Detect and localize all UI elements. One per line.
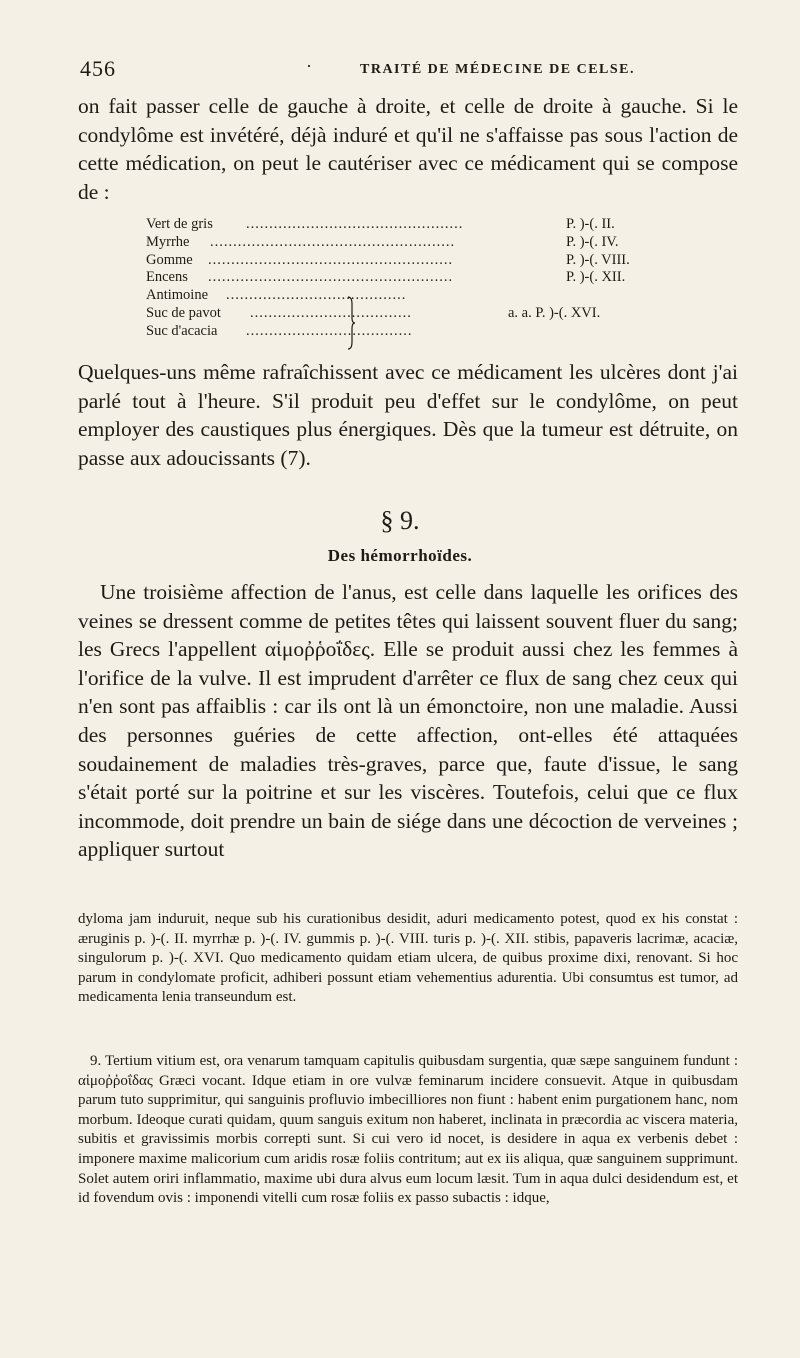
ingredient-dose: P. )-(. XII. <box>566 269 626 286</box>
leader-dots: .................................... <box>246 322 413 339</box>
paragraph-text: on fait passer celle de gauche à droite, et celle de droite à gauche. Si le condylôme est invétéré, déjà induré et qu'il ne s'affaisse pas sous l'action de cette médication, on peut le cautériser avec ce médicament qui se compose de : <box>78 94 738 204</box>
section-title: Des hémorrhoïdes. <box>327 546 473 565</box>
recipe-row <box>146 216 706 234</box>
recipe-list <box>146 216 706 341</box>
ingredient-dose: a. a. P. )-(. XVI. <box>508 304 601 321</box>
ingredient-name: Myrrhe <box>146 233 190 250</box>
recipe-row <box>146 323 706 341</box>
ingredient-name: Encens <box>146 269 188 286</box>
ingredient-dose: P. )-(. IV. <box>566 233 619 250</box>
leader-dots: ............................................... <box>246 216 464 232</box>
recipe-row <box>146 234 706 252</box>
page-header <box>76 56 736 86</box>
recipe-row <box>146 305 706 323</box>
latin-text: dyloma jam induruit, neque sub his curationibus desidit, aduri medicamento potest, quod ex his constat : æruginis p. )-(. II. myrrhæ p. )-(. IV. gummis p. )-(. VIII. turis p. )-(. XII. stibis, papaveris lacrimæ, acaciæ, singulorum p. )-(. XVI. Quo medicamento quidam etiam ulcera, de quibus proxime dixi, renovant. Si hoc parum in condylomate proficit, adhiberi possunt etiam vehementius adurentia. Ubi consumtus est tumor, ad medicamenta lenia transeundum est. <box>78 911 738 1006</box>
ingredient-name: Gomme <box>146 251 193 268</box>
ingredient-dose: P. )-(. VIII. <box>566 251 630 268</box>
recipe-row <box>146 287 706 305</box>
page-number: 456 <box>80 56 116 81</box>
leader-dots: ..................................................... <box>208 251 454 268</box>
leader-dots: ....................................... <box>226 287 407 304</box>
recipe-row <box>146 252 706 270</box>
leader-dots: ..................................................... <box>208 269 454 286</box>
ingredient-name: Suc de pavot <box>146 304 221 321</box>
ingredient-name: Antimoine <box>146 287 209 304</box>
header-separator: · <box>306 56 312 76</box>
paragraph-text: Une troisième affection de l'anus, est celle dans laquelle les orifices des veines se dressent comme de petites têtes qui laissent souvent fluer du sang; les Grecs l'appellent αἱμοῤῥοΐδες. Elle se produit aussi chez les femmes à l'orifice de la vulve. Il est imprudent d'arrêter ce flux de sang chez ceux qui n'en sont pas affaiblis : car ils ont là un émonctoire, non une maladie. Aussi des personnes guéries de cette affection, ont-elles été attaquées soudainement de maladies très-graves, parce que, faute d'issue, le sang s'était porté sur la poitrine et sur les viscères. Toutefois, celui que ce flux incommode, doit prendre un bain de siége dans une décoction de verveines ; appliquer surtout <box>78 580 738 862</box>
french-paragraph-1 <box>78 92 738 206</box>
latin-text: 9. Tertium vitium est, ora venarum tamquam capitulis quibusdam surgentia, quæ sæpe sanguinem fundunt : αἱμοῤῥοΐδας Græci vocant. Idque etiam in ore vulvæ feminarum incidere consuevit. Atque in quibusdam parum tuto supprimitur, qui sanguinis profluvio imbecilliores non fiunt : habent enim purgationem hanc, nom morbum. Ideoque curati quidam, quum sanguis exitum non haberet, inclinata in præcordia ac viscera materia, subitis et gravissimis morbis correpti sunt. Si cui vero id nocet, is desidere in aqua ex verbenis debet : imponere maxime malicorium cum aridis rosæ foliis contritum; aut ex iis aliqua, quæ sanguinem supprimunt. Solet autem oriri inflammatio, maxime ubi dura alvus eum locum læsit. Tum in aqua dulci desidendum est, et id fovendum ovis : imponendi vitelli cum rosæ foliis ex passo subactis : idque, <box>78 1053 738 1207</box>
ingredient-name: Vert de gris <box>146 216 213 232</box>
latin-footnote-2 <box>78 1052 738 1209</box>
recipe-row <box>146 269 706 287</box>
leader-dots: ..................................................... <box>210 233 456 250</box>
paragraph-text: Quelques-uns même rafraîchissent avec ce médicament les ulcères dont j'ai parlé tout à l'heure. S'il produit peu d'effet sur le condylôme, on peut employer des caustiques plus énergiques. Dès que la tumeur est détruite, on passe aux adoucissants (7). <box>78 360 738 470</box>
section-number: § 9. <box>380 506 420 535</box>
french-paragraph-2 <box>78 358 738 472</box>
french-paragraph-3 <box>78 578 738 864</box>
leader-dots: ................................... <box>250 304 412 321</box>
ingredient-name: Suc d'acacia <box>146 322 218 339</box>
ingredient-dose: P. )-(. II. <box>566 216 615 232</box>
brace-icon <box>346 296 356 350</box>
latin-footnote-1 <box>78 910 738 1008</box>
running-title: TRAITÉ DE MÉDECINE DE CELSE. <box>360 62 635 77</box>
